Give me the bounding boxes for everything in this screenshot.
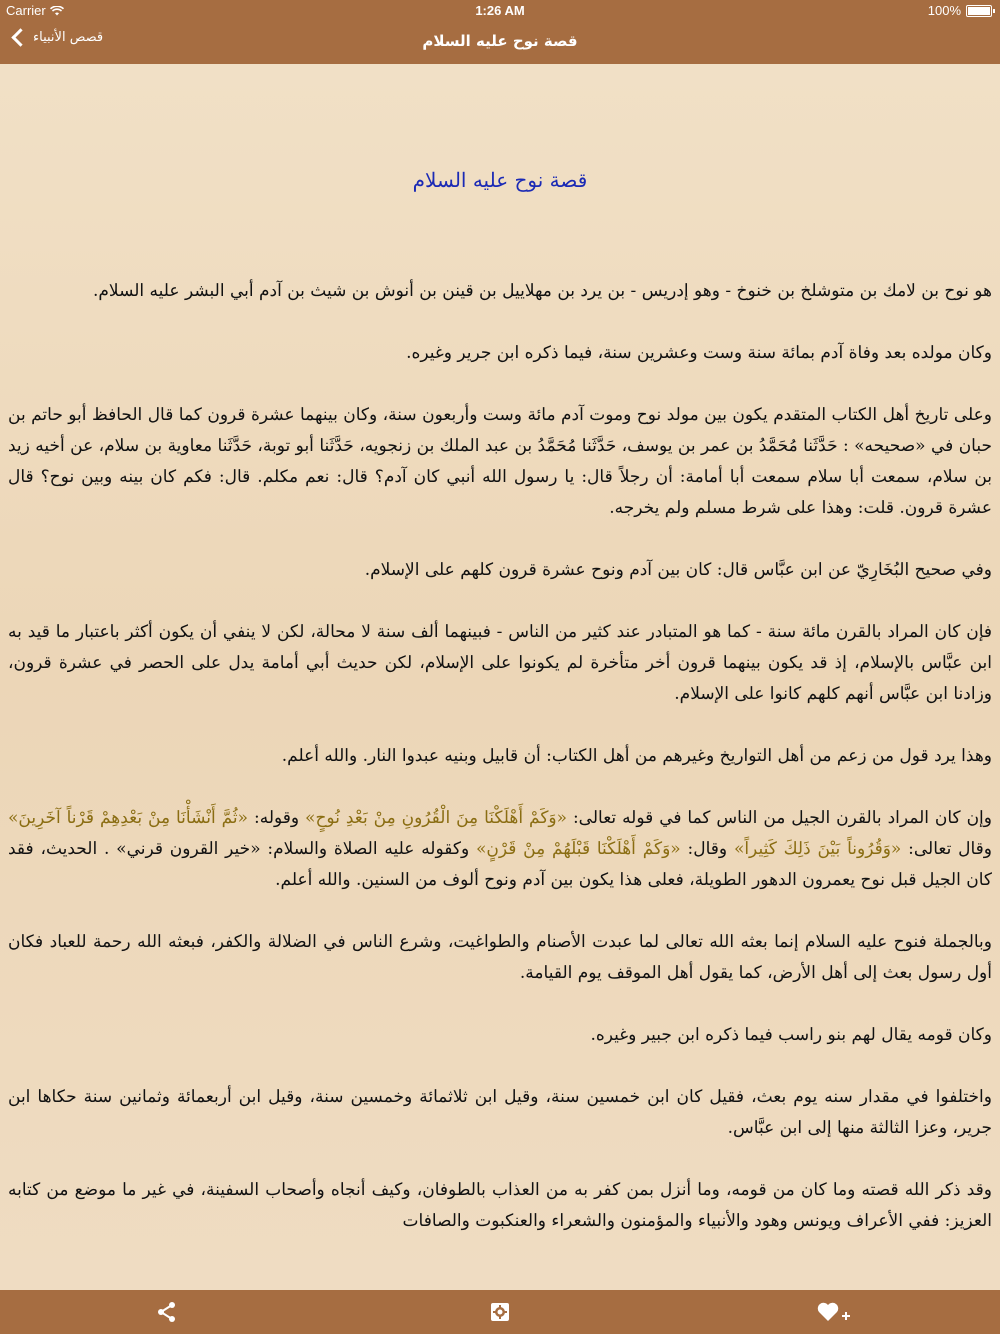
battery-fill (968, 7, 990, 15)
article-paragraph: وبالجملة فنوح عليه السلام إنما بعثه الله تعالى لما عبدت الأصنام والطواغيت، وشرع الناس في الضلالة والكفر، فبعثه الله رحمة للعباد فكان أول رسول بعث إلى أهل الأرض، كما يقول أهل الموقف يوم القيامة. (8, 932, 992, 983)
article-paragraph: وهذا يرد قول من زعم من أهل التواريخ وغيرهم من أهل الكتاب: أن قابيل وبنيه عبدوا النار. والله أعلم. (281, 746, 992, 766)
battery-group (928, 3, 992, 18)
article-paragraph: وكان مولده بعد وفاة آدم بمائة سنة وست وعشرين سنة، فيما ذكره ابن جرير وغيره. (406, 343, 992, 363)
share-button[interactable] (155, 1300, 181, 1324)
gear-icon (488, 1300, 512, 1324)
share-icon (155, 1300, 179, 1324)
navigation-bar (0, 22, 1000, 64)
article-paragraph: وكان قومه يقال لهم بنو راسب فيما ذكره ابن جبير وغيره. (590, 1025, 992, 1045)
quran-verse: «وَقُرُوناً بَيْنَ ذَلِكَ كَثِيراً» (733, 839, 902, 859)
battery-icon (966, 5, 992, 17)
paragraph-text: وإن كان المراد بالقرن الجيل من الناس كما في قوله تعالى: (567, 808, 992, 828)
bottom-toolbar (0, 1290, 1000, 1334)
article-paragraph: وعلى تاريخ أهل الكتاب المتقدم يكون بين مولد نوح وموت آدم مائة وست وأربعون سنة، وكان بينهما عشرة قرون كما قال الحافظ أبو حاتم بن حبان في «صحيحه» : حَدَّثَنا مُحَمَّدُ بن عمر بن يوسف، حَدَّثَنا مُحَمَّدُ بن عبد الملك بن زنجويه، حَدَّثَنا أبو توبة، حَدَّثَنا معاوية بن سلام، عن أخيه زيد بن سلام، سمعت أبا سلام سمعت أبا أمامة: أن رجلاً قال: يا رسول الله أنبي كان آدم؟ قال: نعم مكلم. قال: فكم كان بينه وبين نوح؟ قال عشرة قرون. قلت: وهذا على شرط مسلم ولم يخرجه. (8, 405, 992, 518)
article-paragraph: واختلفوا في مقدار سنه يوم بعث، فقيل كان ابن خمسين سنة، وقيل ابن ثلاثمائة وخمسين سنة، وقيل ابن أربعمائة وثمانين سنة حكاها ابن جرير، وعزا الثالثة منها إلى ابن عبَّاس. (8, 1087, 992, 1138)
nav-title: قصة نوح عليه السلام (422, 32, 578, 50)
status-time: 1:26 AM (475, 3, 525, 18)
paragraph-text: وقال تعالى: (901, 839, 992, 859)
heart-plus-icon (816, 1300, 856, 1324)
article-paragraph (8, 803, 992, 896)
article-body (0, 276, 1000, 1237)
article-paragraph: وفي صحيح البُخَارِيّ عن ابن عبَّاس قال: كان بين آدم ونوح عشرة قرون كلهم على الإسلام. (364, 560, 992, 580)
paragraph-text: وقوله: (248, 808, 306, 828)
quran-verse: «وَكَمْ أَهْلَكْنَا مِنَ الْقُرُونِ مِنْ بَعْدِ نُوحٍ» (305, 808, 568, 828)
article-title: قصة نوح عليه السلام (412, 168, 588, 192)
back-button-label: قصص الأنبياء (33, 30, 104, 45)
article-paragraph: هو نوح بن لامك بن متوشلخ بن خنوخ - وهو إدريس - بن يرد بن مهلاييل بن قينن بن أنوش بن شيث بن آدم أبي البشر عليه السلام. (93, 281, 992, 301)
carrier-label: Carrier (6, 3, 46, 18)
article-paragraph: وقد ذكر الله قصته وما كان من قومه، وما أنزل بمن كفر به من العذاب بالطوفان، وكيف أنجاه وأصحاب السفينة، في غير ما موضع من كتابه العزيز: ففي الأعراف ويونس وهود والأنبياء والمؤمنون والشعراء والعنكبوت والصافات (8, 1180, 992, 1231)
quran-verse: «وَكَمْ أَهْلَكْنَا قَبْلَهُمْ مِنْ قَرْنٍ» (475, 839, 681, 859)
paragraph-text: وقال: (680, 839, 734, 859)
add-favorite-button[interactable] (816, 1300, 856, 1324)
paragraph-text: وكقوله عليه الصلاة والسلام: «خير القرون قرني» . الحديث، فقد كان الجيل قبل نوح يعمرون الدهور الطويلة، فعلى هذا يكون بين آدم ونوح ألوف من السنين. والله أعلم. (8, 839, 992, 890)
article-scroll-view[interactable] (0, 64, 1000, 1290)
battery-percent: 100% (927, 3, 961, 18)
article-paragraph: فإن كان المراد بالقرن مائة سنة - كما هو المتبادر عند كثير من الناس - فبينهما ألف سنة لا محالة، لكن لا ينفي أن يكون أكثر باعتبار ما قيد به ابن عبَّاس بالإسلام، إذ قد يكون بينهما قرون أخر متأخرة لم يكونوا على الإسلام، لكن حديث أبي أمامة يدل على الحصر في عشرة قرون، وزادنا ابن عبَّاس أنهم كلهم كانوا على الإسلام. (8, 622, 992, 704)
quran-verse: «ثُمَّ أَنْشَأْنَا مِنْ بَعْدِهِمْ قَرْناً آخَرِينَ» (8, 808, 249, 828)
settings-button[interactable] (488, 1300, 514, 1324)
status-bar (0, 0, 1000, 22)
